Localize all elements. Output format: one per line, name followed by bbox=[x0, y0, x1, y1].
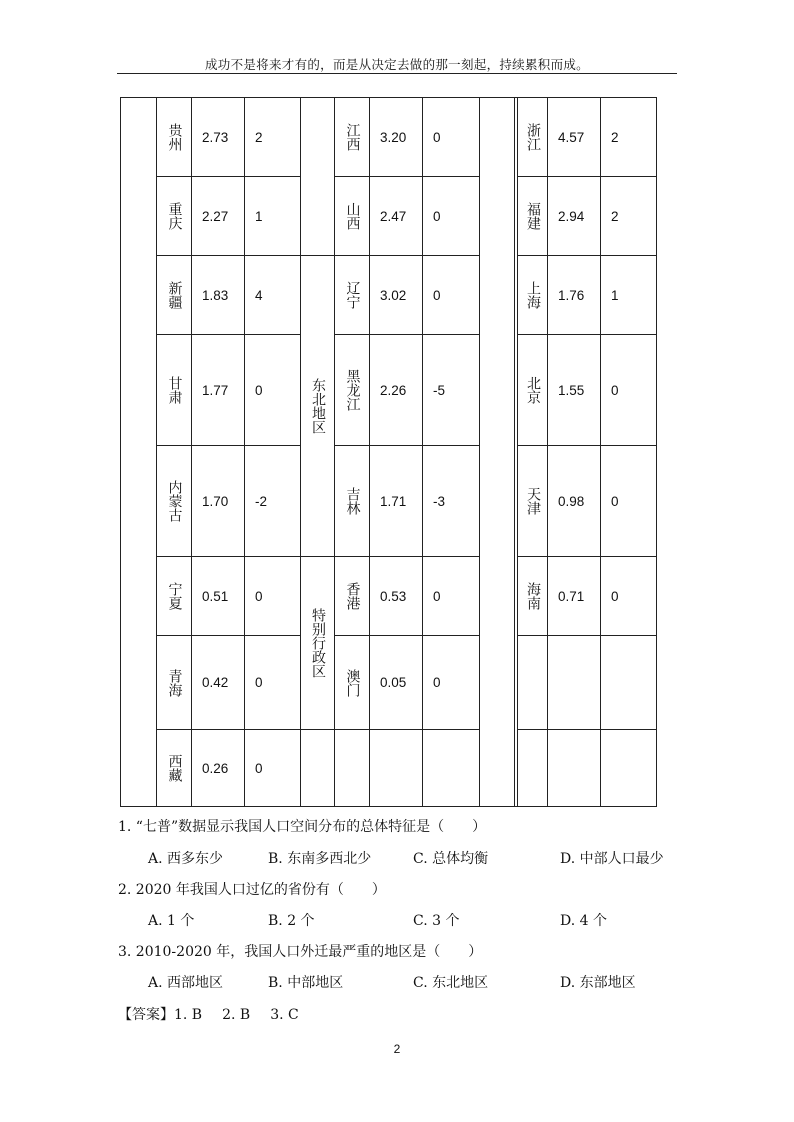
province-name: 黑龙江 bbox=[344, 369, 361, 411]
province-name: 西藏 bbox=[166, 754, 183, 782]
province-name: 甘肃 bbox=[166, 376, 183, 404]
province-change: 1 bbox=[255, 208, 263, 224]
province-change: -5 bbox=[433, 382, 446, 398]
province-value: 2.94 bbox=[558, 208, 585, 224]
province-change: 0 bbox=[611, 493, 619, 509]
province-change: 0 bbox=[611, 382, 619, 398]
province-name: 江西 bbox=[344, 123, 361, 151]
province-name: 辽宁 bbox=[344, 281, 361, 309]
province-change: 0 bbox=[433, 208, 441, 224]
question-2-option-d: D. 4 个 bbox=[560, 913, 607, 929]
province-change: 2 bbox=[611, 208, 619, 224]
province-value: 0.98 bbox=[558, 493, 585, 509]
province-change: 0 bbox=[255, 760, 263, 776]
province-name: 海南 bbox=[525, 582, 541, 610]
answer-label: 【答案】 bbox=[118, 1007, 174, 1023]
question-1-option-a: A. 西多东少 bbox=[148, 851, 224, 867]
province-change: 0 bbox=[433, 129, 441, 145]
province-value: 0.26 bbox=[202, 760, 229, 776]
province-value: 1.70 bbox=[202, 493, 229, 509]
question-3-stem: 3. 2010-2020 年，我国人口外迁最严重的地区是（ ） bbox=[118, 944, 483, 960]
question-3-option-d: D. 东部地区 bbox=[560, 975, 636, 991]
page-number: 2 bbox=[393, 1042, 401, 1056]
province-value: 1.55 bbox=[558, 382, 585, 398]
question-3-option-a: A. 西部地区 bbox=[148, 975, 224, 991]
province-name: 天津 bbox=[525, 487, 541, 515]
region-label-special: 特别行政区 bbox=[310, 608, 326, 678]
province-change: 0 bbox=[433, 287, 441, 303]
answer-line bbox=[118, 1004, 319, 1024]
question-3-option-b: B. 中部地区 bbox=[268, 975, 344, 991]
province-change: -3 bbox=[433, 493, 446, 509]
province-name: 香港 bbox=[344, 582, 361, 610]
province-value: 0.53 bbox=[380, 588, 407, 604]
question-1-option-b: B. 东南多西北少 bbox=[268, 851, 372, 867]
province-name: 浙江 bbox=[525, 123, 541, 151]
province-value: 2.73 bbox=[202, 129, 229, 145]
province-value: 3.02 bbox=[380, 287, 407, 303]
province-change: 0 bbox=[611, 588, 619, 604]
question-1-option-c: C. 总体均衡 bbox=[413, 851, 489, 867]
province-name: 福建 bbox=[525, 202, 541, 230]
question-2-option-b: B. 2 个 bbox=[268, 913, 315, 929]
province-value: 0.05 bbox=[380, 675, 407, 690]
province-value: 1.76 bbox=[558, 287, 585, 303]
province-name: 重庆 bbox=[166, 202, 183, 230]
province-change: 0 bbox=[255, 675, 263, 690]
province-change: 4 bbox=[255, 287, 263, 303]
question-1-stem: 1. “七普”数据显示我国人口空间分布的总体特征是（ ） bbox=[118, 819, 487, 835]
question-2-stem: 2. 2020 年我国人口过亿的省份有（ ） bbox=[118, 882, 386, 898]
province-name: 内蒙古 bbox=[166, 480, 183, 522]
region-label-northeast: 东北地区 bbox=[310, 378, 326, 434]
answer-item: 1. B bbox=[174, 1007, 203, 1023]
province-change: 0 bbox=[433, 675, 441, 690]
question-2-option-c: C. 3 个 bbox=[413, 913, 460, 929]
province-value: 1.77 bbox=[202, 382, 229, 398]
page-header-motto: 成功不是将来才有的，而是从决定去做的那一刻起，持续累积而成。 bbox=[204, 57, 589, 72]
province-change: 2 bbox=[611, 129, 619, 145]
province-name: 吉林 bbox=[344, 487, 361, 515]
province-change: 2 bbox=[255, 129, 263, 145]
province-name: 澳门 bbox=[344, 668, 361, 697]
province-name: 贵州 bbox=[166, 123, 183, 151]
province-name: 北京 bbox=[525, 376, 541, 404]
province-change: 1 bbox=[611, 287, 619, 303]
answer-item: 2. B bbox=[222, 1007, 251, 1023]
province-change: 0 bbox=[255, 588, 263, 604]
question-2-option-a: A. 1 个 bbox=[148, 913, 195, 929]
province-value: 2.27 bbox=[202, 208, 229, 224]
province-name: 青海 bbox=[166, 668, 183, 697]
province-value: 2.26 bbox=[380, 382, 407, 398]
province-change: 0 bbox=[433, 588, 441, 604]
province-value: 1.71 bbox=[380, 493, 407, 509]
province-value: 0.42 bbox=[202, 675, 229, 690]
province-name: 上海 bbox=[525, 281, 541, 309]
province-name: 山西 bbox=[344, 202, 361, 230]
province-change: -2 bbox=[255, 493, 268, 509]
answer-item: 3. C bbox=[270, 1007, 299, 1023]
province-value: 0.51 bbox=[202, 588, 229, 604]
province-change: 0 bbox=[255, 382, 263, 398]
province-name: 宁夏 bbox=[166, 582, 183, 610]
question-1-option-d: D. 中部人口最少 bbox=[560, 851, 664, 867]
question-3-option-c: C. 东北地区 bbox=[413, 975, 489, 991]
province-value: 4.57 bbox=[558, 129, 585, 145]
province-value: 3.20 bbox=[380, 129, 407, 145]
province-value: 0.71 bbox=[558, 588, 585, 604]
province-name: 新疆 bbox=[166, 281, 183, 309]
province-value: 2.47 bbox=[380, 208, 407, 224]
province-value: 1.83 bbox=[202, 287, 229, 303]
